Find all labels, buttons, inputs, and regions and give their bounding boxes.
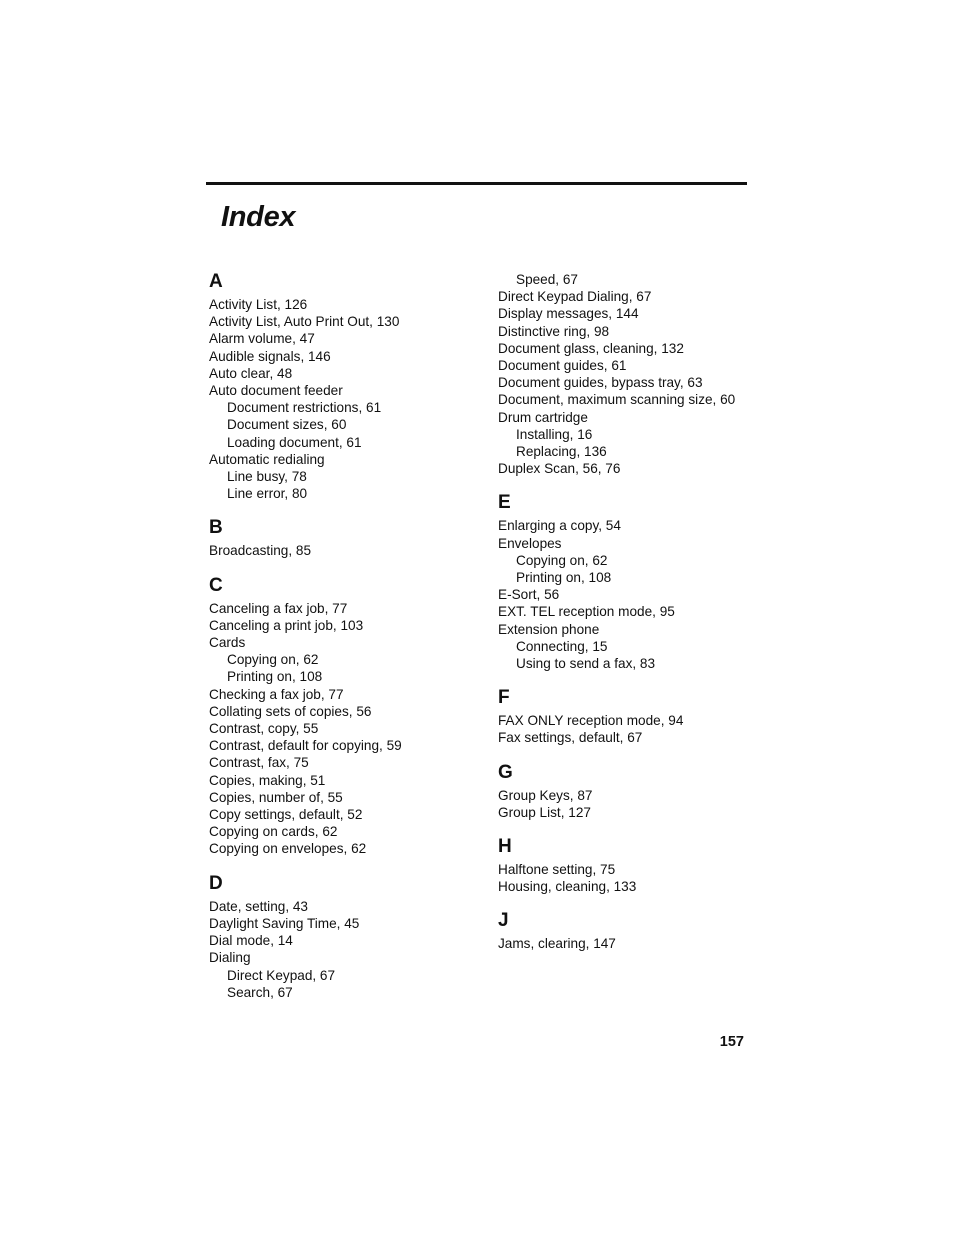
index-entry: Collating sets of copies, 56: [209, 703, 372, 719]
index-section-f: [498, 687, 758, 746]
index-entry: Drum cartridge: [498, 409, 588, 425]
section-letter: E: [498, 492, 511, 514]
index-subentry: Replacing, 136: [516, 444, 607, 460]
index-entry: Dial mode, 14: [209, 933, 293, 949]
index-subentry: Installing, 16: [516, 426, 593, 442]
index-entry: Auto clear, 48: [209, 365, 293, 381]
index-subentry: Speed, 67: [516, 272, 578, 287]
page-number: 157: [719, 1034, 744, 1050]
index-subentry: Line error, 80: [227, 486, 308, 502]
index-entry: Date, setting, 43: [209, 898, 308, 914]
index-entry: Envelopes: [498, 535, 562, 551]
index-entry: Checking a fax job, 77: [209, 686, 344, 702]
index-entry: Direct Keypad Dialing, 67: [498, 289, 652, 305]
index-section-b: [209, 517, 479, 559]
index-entry: Contrast, default for copying, 59: [209, 738, 402, 754]
index-entry: Audible signals, 146: [209, 348, 331, 364]
index-entry: Document guides, bypass tray, 63: [498, 375, 703, 391]
index-entry: Canceling a fax job, 77: [209, 600, 348, 616]
index-entry: Copies, making, 51: [209, 772, 326, 788]
index-entry: Jams, clearing, 147: [498, 936, 616, 952]
index-section-e: [498, 492, 758, 672]
section-letter: A: [209, 271, 223, 292]
index-section-g: [498, 762, 758, 821]
index-entry: Halftone setting, 75: [498, 862, 616, 878]
index-entry: Copying on envelopes, 62: [209, 841, 367, 857]
index-entry: Group Keys, 87: [498, 787, 593, 803]
index-section-c: [209, 575, 479, 858]
index-subentry: Using to send a fax, 83: [516, 656, 656, 672]
index-column-left: [209, 271, 479, 1001]
index-entry: Daylight Saving Time, 45: [209, 915, 360, 931]
index-subentry: Loading document, 61: [227, 434, 362, 450]
index-subentry: Document sizes, 60: [227, 417, 347, 433]
index-entry: Group List, 127: [498, 804, 591, 820]
index-entry: Document, maximum scanning size, 60: [498, 392, 736, 408]
section-letter: H: [498, 836, 512, 858]
section-letter: J: [498, 910, 509, 932]
index-subentry: Copying on, 62: [516, 552, 608, 568]
index-entry: Automatic redialing: [209, 451, 325, 467]
index-entry: Housing, cleaning, 133: [498, 879, 637, 895]
index-entry: Distinctive ring, 98: [498, 323, 610, 339]
index-entry: Activity List, 126: [209, 297, 308, 312]
index-section-d-continued: [498, 271, 758, 477]
index-subentry: Line busy, 78: [227, 469, 307, 485]
index-entry: Document glass, cleaning, 132: [498, 340, 684, 356]
index-entry: Auto document feeder: [209, 383, 343, 399]
index-entry: Duplex Scan, 56, 76: [498, 461, 621, 477]
section-letter: B: [209, 517, 223, 539]
index-section-d: [209, 873, 479, 1001]
index-entry: Activity List, Auto Print Out, 130: [209, 314, 400, 330]
page-title: Index: [221, 201, 296, 233]
title-rule: [206, 182, 747, 185]
section-letter: G: [498, 761, 513, 783]
index-entry: Alarm volume, 47: [209, 331, 315, 347]
index-section-h: [498, 836, 758, 895]
index-subentry: Search, 67: [227, 984, 293, 1000]
index-subentry: Printing on, 108: [227, 669, 323, 685]
section-letter: D: [209, 872, 223, 894]
index-entry: Copying on cards, 62: [209, 824, 338, 840]
index-entry: Broadcasting, 85: [209, 543, 312, 559]
index-entry: Copies, number of, 55: [209, 789, 343, 805]
index-entry: FAX ONLY reception mode, 94: [498, 713, 684, 729]
index-entry: Canceling a print job, 103: [209, 617, 364, 633]
index-subentry: Document restrictions, 61: [227, 400, 382, 416]
index-subentry: Printing on, 108: [516, 570, 612, 586]
index-section-j: [498, 910, 758, 952]
index-subentry: Connecting, 15: [516, 638, 608, 654]
index-entry: Cards: [209, 635, 246, 651]
index-entry: Contrast, fax, 75: [209, 755, 309, 771]
index-column-right: [498, 271, 758, 953]
index-subentry: Direct Keypad, 67: [227, 967, 336, 983]
index-section-a: [209, 271, 479, 502]
index-entry: Document guides, 61: [498, 358, 627, 374]
index-entry: Contrast, copy, 55: [209, 721, 319, 737]
index-entry: E-Sort, 56: [498, 587, 560, 603]
index-entry: Extension phone: [498, 621, 600, 637]
index-entry: Fax settings, default, 67: [498, 730, 643, 746]
section-letter: C: [209, 574, 223, 596]
index-entry: Dialing: [209, 950, 251, 966]
section-letter: F: [498, 687, 510, 709]
index-entry: Enlarging a copy, 54: [498, 518, 621, 534]
index-entry: EXT. TEL reception mode, 95: [498, 604, 675, 620]
index-entry: Display messages, 144: [498, 306, 639, 322]
index-entry: Copy settings, default, 52: [209, 807, 363, 823]
index-subentry: Copying on, 62: [227, 652, 319, 668]
